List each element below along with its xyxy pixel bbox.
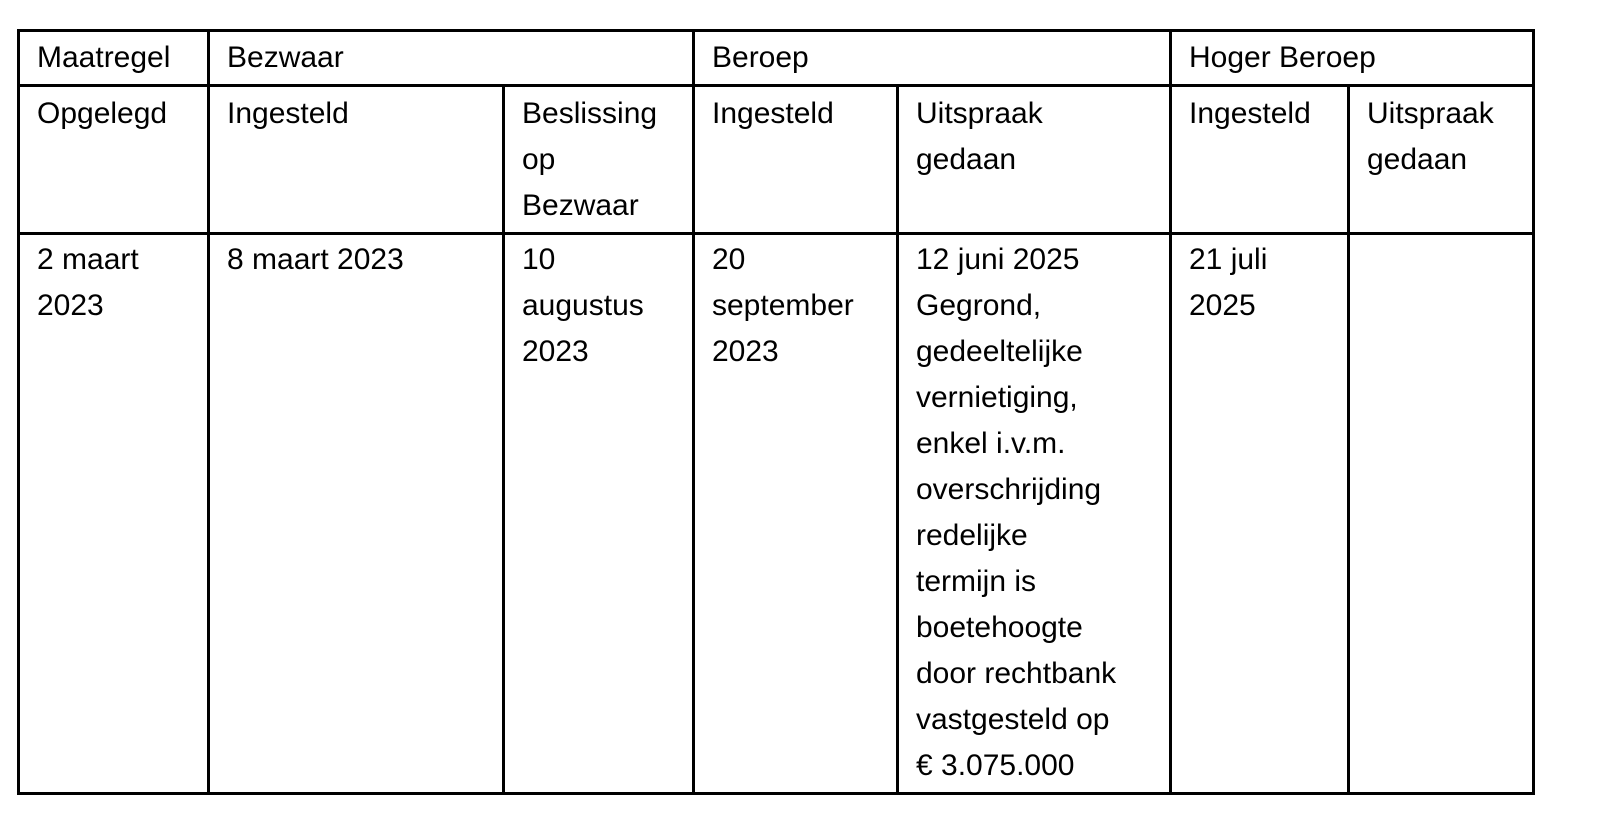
header-bezwaar: Bezwaar	[209, 31, 694, 86]
cell-beroep-ingesteld: 20 september 2023	[694, 234, 898, 794]
cell-beslissing-op-bezwaar: 10 augustus 2023	[504, 234, 694, 794]
group-header-row	[19, 31, 1534, 86]
cell-hoger-beroep-ingesteld: 21 juli 2025	[1171, 234, 1349, 794]
subheader-beroep-uitspraak: Uitspraak gedaan	[898, 86, 1171, 234]
header-beroep: Beroep	[694, 31, 1171, 86]
cell-hoger-beroep-uitspraak	[1349, 234, 1534, 794]
subheader-opgelegd: Opgelegd	[19, 86, 209, 234]
sub-header-row	[19, 86, 1534, 234]
subheader-beroep-ingesteld: Ingesteld	[694, 86, 898, 234]
header-maatregel: Maatregel	[19, 31, 209, 86]
subheader-hoger-beroep-uitspraak: Uitspraak gedaan	[1349, 86, 1534, 234]
cell-opgelegd: 2 maart 2023	[19, 234, 209, 794]
header-hoger-beroep: Hoger Beroep	[1171, 31, 1534, 86]
table-row	[19, 234, 1534, 794]
subheader-hoger-beroep-ingesteld: Ingesteld	[1171, 86, 1349, 234]
cell-bezwaar-ingesteld: 8 maart 2023	[209, 234, 504, 794]
subheader-beslissing-op-bezwaar: Beslissing op Bezwaar	[504, 86, 694, 234]
subheader-bezwaar-ingesteld: Ingesteld	[209, 86, 504, 234]
procedure-status-table	[17, 29, 1535, 795]
cell-beroep-uitspraak: 12 juni 2025 Gegrond, gedeeltelijke vernietiging, enkel i.v.m. overschrijding redelijke termijn is boetehoogte door rechtbank vastgesteld op € 3.075.000	[898, 234, 1171, 794]
